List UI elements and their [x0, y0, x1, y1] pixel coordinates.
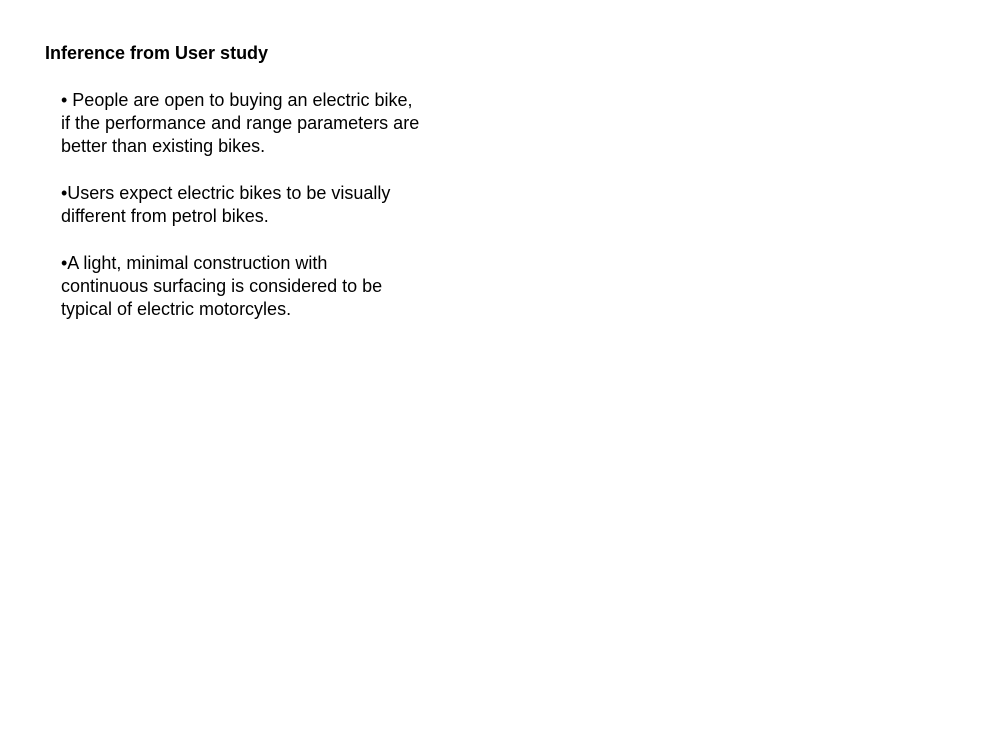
inference-point: •Users expect electric bikes to be visually different from petrol bikes.: [61, 183, 391, 226]
inference-point: • People are open to buying an electric bike, if the performance and range parameters are better than existing bikes.: [61, 90, 420, 156]
slide-title: Inference from User study: [45, 43, 269, 63]
inference-list: [61, 89, 461, 345]
inference-point: •A light, minimal construction with continuous surfacing is considered to be typical of electric motorcyles.: [61, 253, 383, 319]
